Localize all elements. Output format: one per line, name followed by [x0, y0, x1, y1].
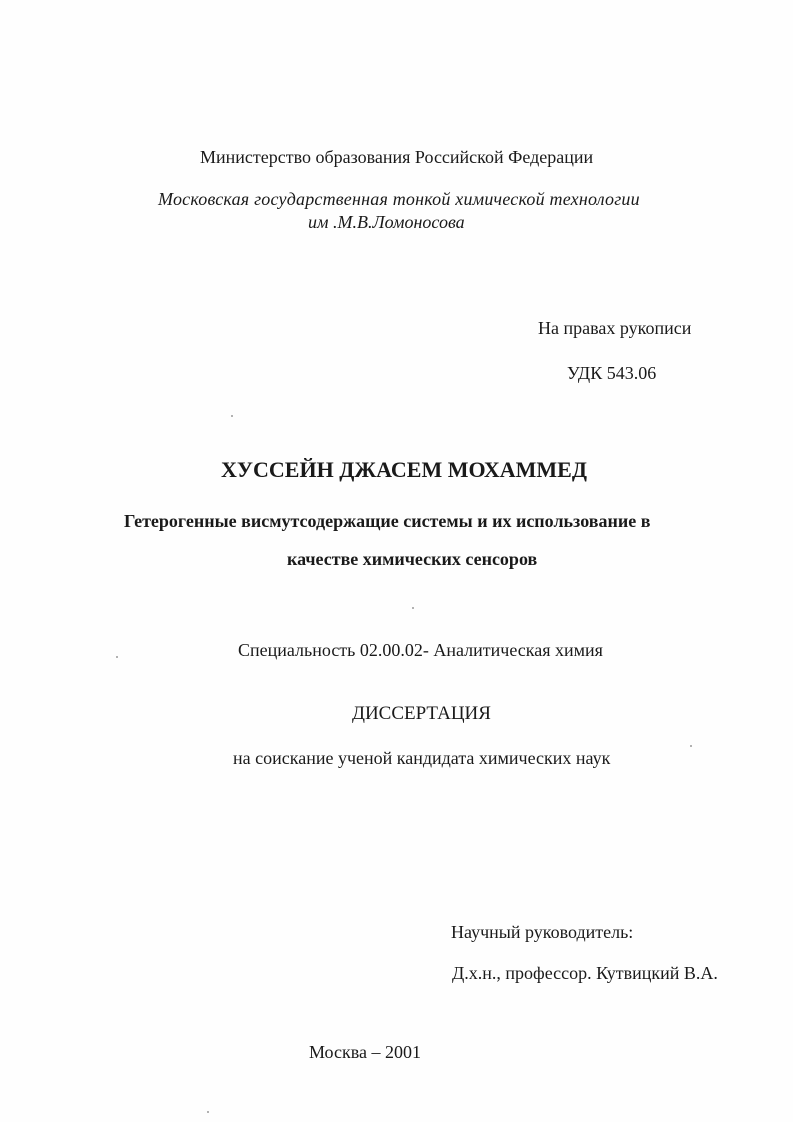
scan-speck: [116, 656, 118, 658]
place-and-year: Москва – 2001: [309, 1042, 421, 1062]
university-line-2: им .М.В.Ломоносова: [308, 212, 465, 232]
scan-speck: [207, 1111, 209, 1113]
supervisor-name: Д.х.н., профессор. Кутвицкий В.А.: [452, 963, 718, 983]
scan-speck: [690, 745, 692, 747]
degree-line: на соискание ученой кандидата химических наук: [233, 748, 611, 768]
udk-code: УДК 543.06: [567, 363, 657, 383]
ministry-line: Министерство образования Российской Федерации: [200, 147, 594, 167]
scan-speck: [412, 607, 414, 609]
document-type-heading: ДИССЕРТАЦИЯ: [352, 703, 491, 724]
manuscript-rights-note: На правах рукописи: [538, 318, 692, 338]
supervisor-label: Научный руководитель:: [451, 922, 634, 942]
author-name: ХУССЕЙН ДЖАСЕМ МОХАММЕД: [221, 457, 587, 482]
specialty-line: Специальность 02.00.02- Аналитическая химия: [238, 640, 603, 660]
university-line-1: Московская государственная тонкой химической технологии: [158, 189, 640, 209]
scan-speck: [231, 415, 233, 417]
dissertation-title-line-2: качестве химических сенсоров: [287, 549, 538, 569]
dissertation-title-line-1: Гетерогенные висмутсодержащие системы и их использование в: [124, 511, 651, 531]
